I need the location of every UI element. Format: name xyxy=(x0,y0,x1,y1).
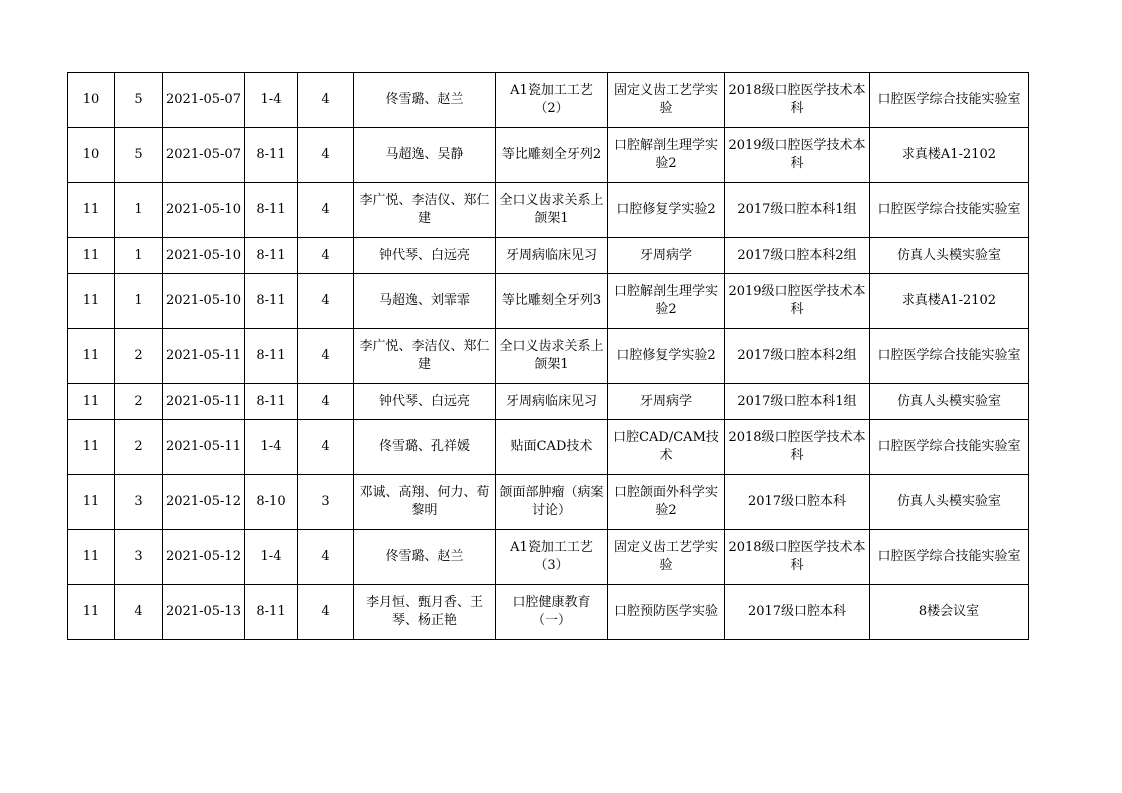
cell-course: 口腔解剖生理学实验2 xyxy=(608,274,725,329)
cell-week: 11 xyxy=(68,384,115,420)
cell-class: 2019级口腔医学技术本科 xyxy=(725,128,870,183)
cell-course: 口腔修复学实验2 xyxy=(608,183,725,238)
cell-week: 11 xyxy=(68,585,115,640)
cell-periods: 1-4 xyxy=(245,530,298,585)
table-row xyxy=(68,183,1029,238)
cell-date: 2021-05-07 xyxy=(163,128,245,183)
cell-periods: 1-4 xyxy=(245,420,298,475)
cell-course: 口腔颌面外科学实验2 xyxy=(608,475,725,530)
cell-hours: 4 xyxy=(298,128,354,183)
cell-date: 2021-05-07 xyxy=(163,73,245,128)
cell-date: 2021-05-11 xyxy=(163,329,245,384)
cell-day: 2 xyxy=(115,420,163,475)
cell-hours: 4 xyxy=(298,183,354,238)
table-row xyxy=(68,420,1029,475)
cell-hours: 4 xyxy=(298,420,354,475)
cell-topic: 全口义齿求关系上颌架1 xyxy=(496,183,608,238)
cell-date: 2021-05-12 xyxy=(163,530,245,585)
table-row xyxy=(68,585,1029,640)
cell-week: 11 xyxy=(68,530,115,585)
cell-hours: 4 xyxy=(298,384,354,420)
cell-periods: 8-11 xyxy=(245,384,298,420)
cell-week: 11 xyxy=(68,329,115,384)
cell-week: 11 xyxy=(68,274,115,329)
cell-topic: A1瓷加工工艺（3） xyxy=(496,530,608,585)
cell-day: 2 xyxy=(115,384,163,420)
cell-periods: 8-11 xyxy=(245,128,298,183)
cell-teachers: 李广悦、李洁仪、郑仁建 xyxy=(354,183,496,238)
cell-week: 11 xyxy=(68,183,115,238)
cell-periods: 8-11 xyxy=(245,585,298,640)
cell-hours: 4 xyxy=(298,329,354,384)
cell-date: 2021-05-11 xyxy=(163,384,245,420)
cell-teachers: 佟雪璐、赵兰 xyxy=(354,530,496,585)
cell-teachers: 佟雪璐、孔祥媛 xyxy=(354,420,496,475)
cell-hours: 4 xyxy=(298,238,354,274)
cell-day: 5 xyxy=(115,128,163,183)
cell-day: 5 xyxy=(115,73,163,128)
cell-hours: 4 xyxy=(298,530,354,585)
cell-date: 2021-05-10 xyxy=(163,183,245,238)
cell-class: 2018级口腔医学技术本科 xyxy=(725,420,870,475)
cell-week: 11 xyxy=(68,420,115,475)
cell-location: 仿真人头模实验室 xyxy=(870,475,1029,530)
cell-class: 2017级口腔本科1组 xyxy=(725,183,870,238)
table-row xyxy=(68,238,1029,274)
cell-week: 11 xyxy=(68,475,115,530)
cell-teachers: 李广悦、李洁仪、郑仁建 xyxy=(354,329,496,384)
cell-date: 2021-05-10 xyxy=(163,274,245,329)
cell-location: 口腔医学综合技能实验室 xyxy=(870,420,1029,475)
cell-teachers: 马超逸、吴静 xyxy=(354,128,496,183)
cell-hours: 4 xyxy=(298,73,354,128)
cell-day: 1 xyxy=(115,183,163,238)
cell-class: 2017级口腔本科2组 xyxy=(725,238,870,274)
cell-day: 2 xyxy=(115,329,163,384)
cell-periods: 8-10 xyxy=(245,475,298,530)
cell-class: 2017级口腔本科 xyxy=(725,475,870,530)
cell-hours: 3 xyxy=(298,475,354,530)
cell-course: 口腔修复学实验2 xyxy=(608,329,725,384)
table-row xyxy=(68,475,1029,530)
cell-location: 口腔医学综合技能实验室 xyxy=(870,329,1029,384)
cell-periods: 8-11 xyxy=(245,238,298,274)
cell-topic: 全口义齿求关系上颌架1 xyxy=(496,329,608,384)
cell-location: 口腔医学综合技能实验室 xyxy=(870,183,1029,238)
cell-date: 2021-05-10 xyxy=(163,238,245,274)
table-row xyxy=(68,530,1029,585)
cell-class: 2019级口腔医学技术本科 xyxy=(725,274,870,329)
cell-class: 2017级口腔本科2组 xyxy=(725,329,870,384)
cell-course: 固定义齿工艺学实验 xyxy=(608,530,725,585)
cell-teachers: 佟雪璐、赵兰 xyxy=(354,73,496,128)
cell-topic: 贴面CAD技术 xyxy=(496,420,608,475)
cell-day: 4 xyxy=(115,585,163,640)
cell-teachers: 钟代琴、白远亮 xyxy=(354,238,496,274)
cell-hours: 4 xyxy=(298,274,354,329)
cell-week: 10 xyxy=(68,73,115,128)
cell-periods: 8-11 xyxy=(245,329,298,384)
cell-location: 口腔医学综合技能实验室 xyxy=(870,73,1029,128)
cell-course: 口腔解剖生理学实验2 xyxy=(608,128,725,183)
cell-location: 口腔医学综合技能实验室 xyxy=(870,530,1029,585)
table-row xyxy=(68,128,1029,183)
cell-hours: 4 xyxy=(298,585,354,640)
cell-course: 牙周病学 xyxy=(608,384,725,420)
cell-date: 2021-05-11 xyxy=(163,420,245,475)
cell-periods: 1-4 xyxy=(245,73,298,128)
cell-teachers: 邓诚、高翔、何力、荀黎明 xyxy=(354,475,496,530)
cell-course: 口腔预防医学实验 xyxy=(608,585,725,640)
table-row xyxy=(68,73,1029,128)
cell-teachers: 钟代琴、白远亮 xyxy=(354,384,496,420)
table-body xyxy=(68,73,1029,640)
cell-course: 口腔CAD/CAM技术 xyxy=(608,420,725,475)
cell-location: 求真楼A1-2102 xyxy=(870,274,1029,329)
table-row xyxy=(68,384,1029,420)
cell-week: 10 xyxy=(68,128,115,183)
cell-topic: 口腔健康教育（一） xyxy=(496,585,608,640)
cell-date: 2021-05-12 xyxy=(163,475,245,530)
cell-topic: 牙周病临床见习 xyxy=(496,238,608,274)
cell-day: 3 xyxy=(115,530,163,585)
cell-topic: A1瓷加工工艺（2） xyxy=(496,73,608,128)
table-row xyxy=(68,274,1029,329)
cell-topic: 牙周病临床见习 xyxy=(496,384,608,420)
cell-class: 2017级口腔本科 xyxy=(725,585,870,640)
cell-topic: 等比雕刻全牙列3 xyxy=(496,274,608,329)
cell-class: 2018级口腔医学技术本科 xyxy=(725,73,870,128)
cell-periods: 8-11 xyxy=(245,183,298,238)
cell-location: 仿真人头模实验室 xyxy=(870,238,1029,274)
cell-course: 牙周病学 xyxy=(608,238,725,274)
cell-class: 2017级口腔本科1组 xyxy=(725,384,870,420)
cell-topic: 颌面部肿瘤（病案讨论） xyxy=(496,475,608,530)
cell-date: 2021-05-13 xyxy=(163,585,245,640)
cell-periods: 8-11 xyxy=(245,274,298,329)
cell-location: 求真楼A1-2102 xyxy=(870,128,1029,183)
table-row xyxy=(68,329,1029,384)
cell-topic: 等比雕刻全牙列2 xyxy=(496,128,608,183)
cell-day: 1 xyxy=(115,238,163,274)
cell-location: 8楼会议室 xyxy=(870,585,1029,640)
cell-day: 1 xyxy=(115,274,163,329)
cell-class: 2018级口腔医学技术本科 xyxy=(725,530,870,585)
cell-location: 仿真人头模实验室 xyxy=(870,384,1029,420)
cell-day: 3 xyxy=(115,475,163,530)
cell-teachers: 马超逸、刘霏霏 xyxy=(354,274,496,329)
schedule-table xyxy=(67,72,1029,640)
cell-course: 固定义齿工艺学实验 xyxy=(608,73,725,128)
cell-teachers: 李月恒、甄月香、王琴、杨正艳 xyxy=(354,585,496,640)
cell-week: 11 xyxy=(68,238,115,274)
